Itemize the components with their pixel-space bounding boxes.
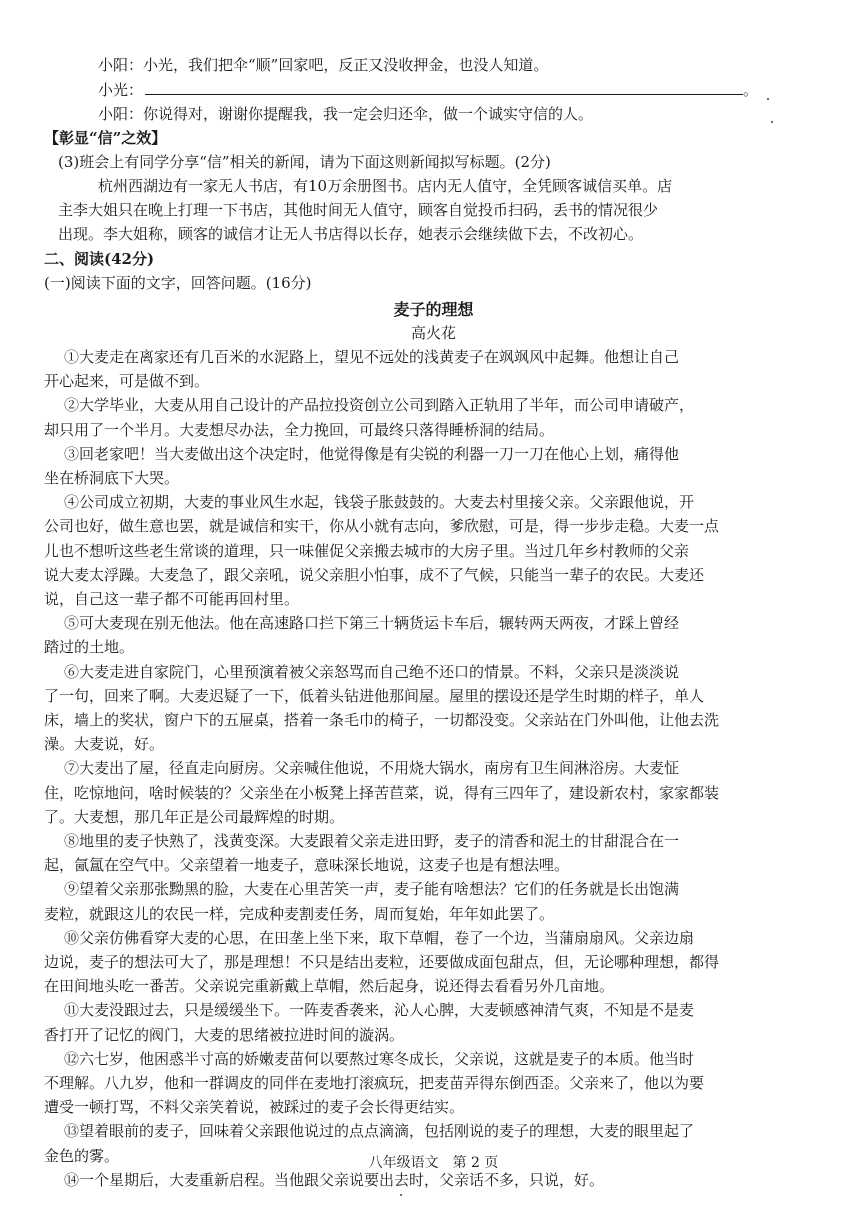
paragraph-12-line-1: ⑫六七岁，他困惑半寸高的娇嫩麦苗何以要熬过寒冬成长，父亲说，这就是麦子的本质。他当时 bbox=[64, 1050, 695, 1068]
paragraph-12-line-3: 遭受一顿打骂，不料父亲笑着说，被踩过的麦子会长得更结实。 bbox=[44, 1098, 465, 1116]
paragraph-9-line-2: 麦粒，就跟这儿的农民一样，完成种麦割麦任务，周而复始，年年如此罢了。 bbox=[44, 905, 555, 923]
scan-speck bbox=[400, 1194, 402, 1196]
paragraph-13-line-2: 金色的雾。 bbox=[44, 1147, 120, 1165]
section-effect-heading: 【彰显“信”之效】 bbox=[44, 129, 167, 147]
dialogue-line-2-end: 。 bbox=[743, 81, 759, 99]
paragraph-8-line-2: 起，氤氲在空气中。父亲望着一地麦子，意味深长地说，这麦子也是有想法哩。 bbox=[44, 856, 570, 874]
paragraph-1-line-1: ①大麦走在离家还有几百米的水泥路上，望见不远处的浅黄麦子在飒飒风中起舞。他想让自己 bbox=[64, 348, 680, 366]
paragraph-7-line-3: 了。大麦想，那几年正是公司最辉煌的时期。 bbox=[44, 808, 345, 826]
paragraph-2-line-1: ②大学毕业，大麦从用自己设计的产品拉投资创立公司到踏入正轨用了半年，而公司申请破产， bbox=[64, 396, 695, 414]
paragraph-10-line-2: 边说，麦子的想法可大了，那是理想！不只是结出麦粒，还要做成面包甜点，但，无论哪种理想，都得 bbox=[44, 953, 720, 971]
article-title: 麦子的理想 bbox=[393, 300, 474, 319]
paragraph-14-line-1: ⑭一个星期后，大麦重新启程。当他跟父亲说要出去时，父亲话不多，只说，好。 bbox=[64, 1171, 605, 1189]
part2-heading: 二、阅读(42分) bbox=[44, 250, 155, 268]
paragraph-3-line-1: ③回老家吧！当大麦做出这个决定时，他觉得像是有尖锐的利器一刀一刀在他心上划，痛得他 bbox=[64, 445, 680, 463]
paragraph-4-line-3: 儿也不想听这些老生常谈的道理，只一味催促父亲搬去城市的大房子里。当过几年乡村教师的父亲 bbox=[44, 542, 690, 560]
paragraph-2-line-2: 却只用了一个半月。大麦想尽办法，全力挽回，可最终只落得睡桥洞的结局。 bbox=[44, 421, 555, 439]
paragraph-4-line-2: 公司也好，做生意也罢，就是诚信和实干，你从小就有志向，爹欣慰，可是，得一步步走稳。大麦一点 bbox=[44, 517, 720, 535]
article-author: 高火花 bbox=[410, 324, 456, 342]
paragraph-6-line-1: ⑥大麦走进自家院门，心里预演着被父亲怒骂而自己绝不还口的情景。不料，父亲只是淡淡说 bbox=[64, 663, 680, 681]
paragraph-3-line-2: 坐在桥洞底下大哭。 bbox=[44, 469, 180, 487]
paragraph-4-line-4: 说大麦太浮躁。大麦急了，跟父亲吼，说父亲胆小怕事，成不了气候，只能当一辈子的农民。大麦还 bbox=[44, 566, 705, 584]
paragraph-5-line-1: ⑤可大麦现在别无他法。他在高速路口拦下第三十辆货运卡车后，辗转两天两夜，才踩上曾经 bbox=[64, 614, 680, 632]
news-line-1: 杭州西湖边有一家无人书店，有10万余册图书。店内无人值守，全凭顾客诚信买单。店 bbox=[98, 177, 673, 195]
scan-speck bbox=[767, 98, 769, 100]
paragraph-6-line-3: 床，墙上的奖状，窗户下的五屉桌，搭着一条毛巾的椅子，一切都没变。父亲站在门外叫他，让他去洗 bbox=[44, 711, 720, 729]
paragraph-11-line-2: 香打开了记忆的阀门，大麦的思绪被拉进时间的漩涡。 bbox=[44, 1026, 405, 1044]
paragraph-11-line-1: ⑪大麦没跟过去，只是缓缓坐下。一阵麦香袭来，沁人心脾，大麦顿感神清气爽，不知是不是麦 bbox=[64, 1001, 695, 1019]
dialogue-line-3: 小阳：你说得对，谢谢你提醒我，我一定会归还伞，做一个诚实守信的人。 bbox=[98, 105, 594, 123]
paragraph-12-line-2: 不理解。八九岁，他和一群调皮的同伴在麦地打滚疯玩，把麦苗弄得东倒西歪。父亲来了，他以为要 bbox=[44, 1074, 705, 1092]
page-footer: 八年级语文 第 2 页 bbox=[368, 1155, 499, 1171]
paragraph-4-line-5: 说，自己这一辈子都不可能再回村里。 bbox=[44, 590, 300, 608]
paragraph-8-line-1: ⑧地里的麦子快熟了，浅黄变深。大麦跟着父亲走进田野，麦子的清香和泥土的甘甜混合在一 bbox=[64, 832, 680, 850]
paragraph-4-line-1: ④公司成立初期，大麦的事业风生水起，钱袋子胀鼓鼓的。大麦去村里接父亲。父亲跟他说，开 bbox=[64, 493, 695, 511]
part2-subheading: (一)阅读下面的文字，回答问题。(16分) bbox=[44, 274, 312, 292]
paragraph-13-line-1: ⑬望着眼前的麦子，回味着父亲跟他说过的点点滴滴，包括刚说的麦子的理想，大麦的眼里起了 bbox=[64, 1122, 695, 1140]
paragraph-6-line-2: 了一句，回来了啊。大麦迟疑了一下，低着头钻进他那间屋。屋里的摆设还是学生时期的样子，单人 bbox=[44, 687, 705, 705]
paragraph-10-line-3: 在田间地头吃一番苦。父亲说完重新戴上草帽，然后起身，说还得去看看另外几亩地。 bbox=[44, 977, 615, 995]
answer-blank[interactable] bbox=[145, 80, 743, 95]
dialogue-line-2 bbox=[98, 79, 758, 102]
scan-speck bbox=[771, 121, 773, 123]
dialogue-speaker-xiaoguang: 小光： bbox=[98, 81, 144, 99]
dialogue-line-1: 小阳：小光，我们把伞“顺”回家吧，反正又没收押金，也没人知道。 bbox=[98, 56, 549, 74]
paragraph-9-line-1: ⑨望着父亲那张黝黑的脸，大麦在心里苦笑一声，麦子能有啥想法？它们的任务就是长出饱满 bbox=[64, 880, 680, 898]
paragraph-10-line-1: ⑩父亲仿佛看穿大麦的心思，在田垄上坐下来，取下草帽，卷了一个边，当蒲扇扇风。父亲边扇 bbox=[64, 929, 695, 947]
paragraph-7-line-1: ⑦大麦出了屋，径直走向厨房。父亲喊住他说，不用烧大锅水，南房有卫生间淋浴房。大麦怔 bbox=[64, 759, 680, 777]
news-line-3: 出现。李大姐称，顾客的诚信才让无人书店得以长存，她表示会继续做下去，不改初心。 bbox=[58, 225, 644, 243]
news-line-2: 主李大姐只在晚上打理一下书店，其他时间无人值守，顾客自觉投币扫码，丢书的情况很少 bbox=[58, 201, 659, 219]
paragraph-5-line-2: 踏过的土地。 bbox=[44, 638, 135, 656]
paragraph-7-line-2: 住，吃惊地问，啥时候装的？父亲坐在小板凳上择苦苣菜，说，得有三四年了，建设新农村，家家都装 bbox=[44, 784, 720, 802]
paragraph-1-line-2: 开心起来，可是做不到。 bbox=[44, 372, 210, 390]
question-3: (3)班会上有同学分享“信”相关的新闻，请为下面这则新闻拟写标题。(2分) bbox=[58, 153, 551, 171]
paragraph-6-line-4: 澡。大麦说，好。 bbox=[44, 735, 165, 753]
